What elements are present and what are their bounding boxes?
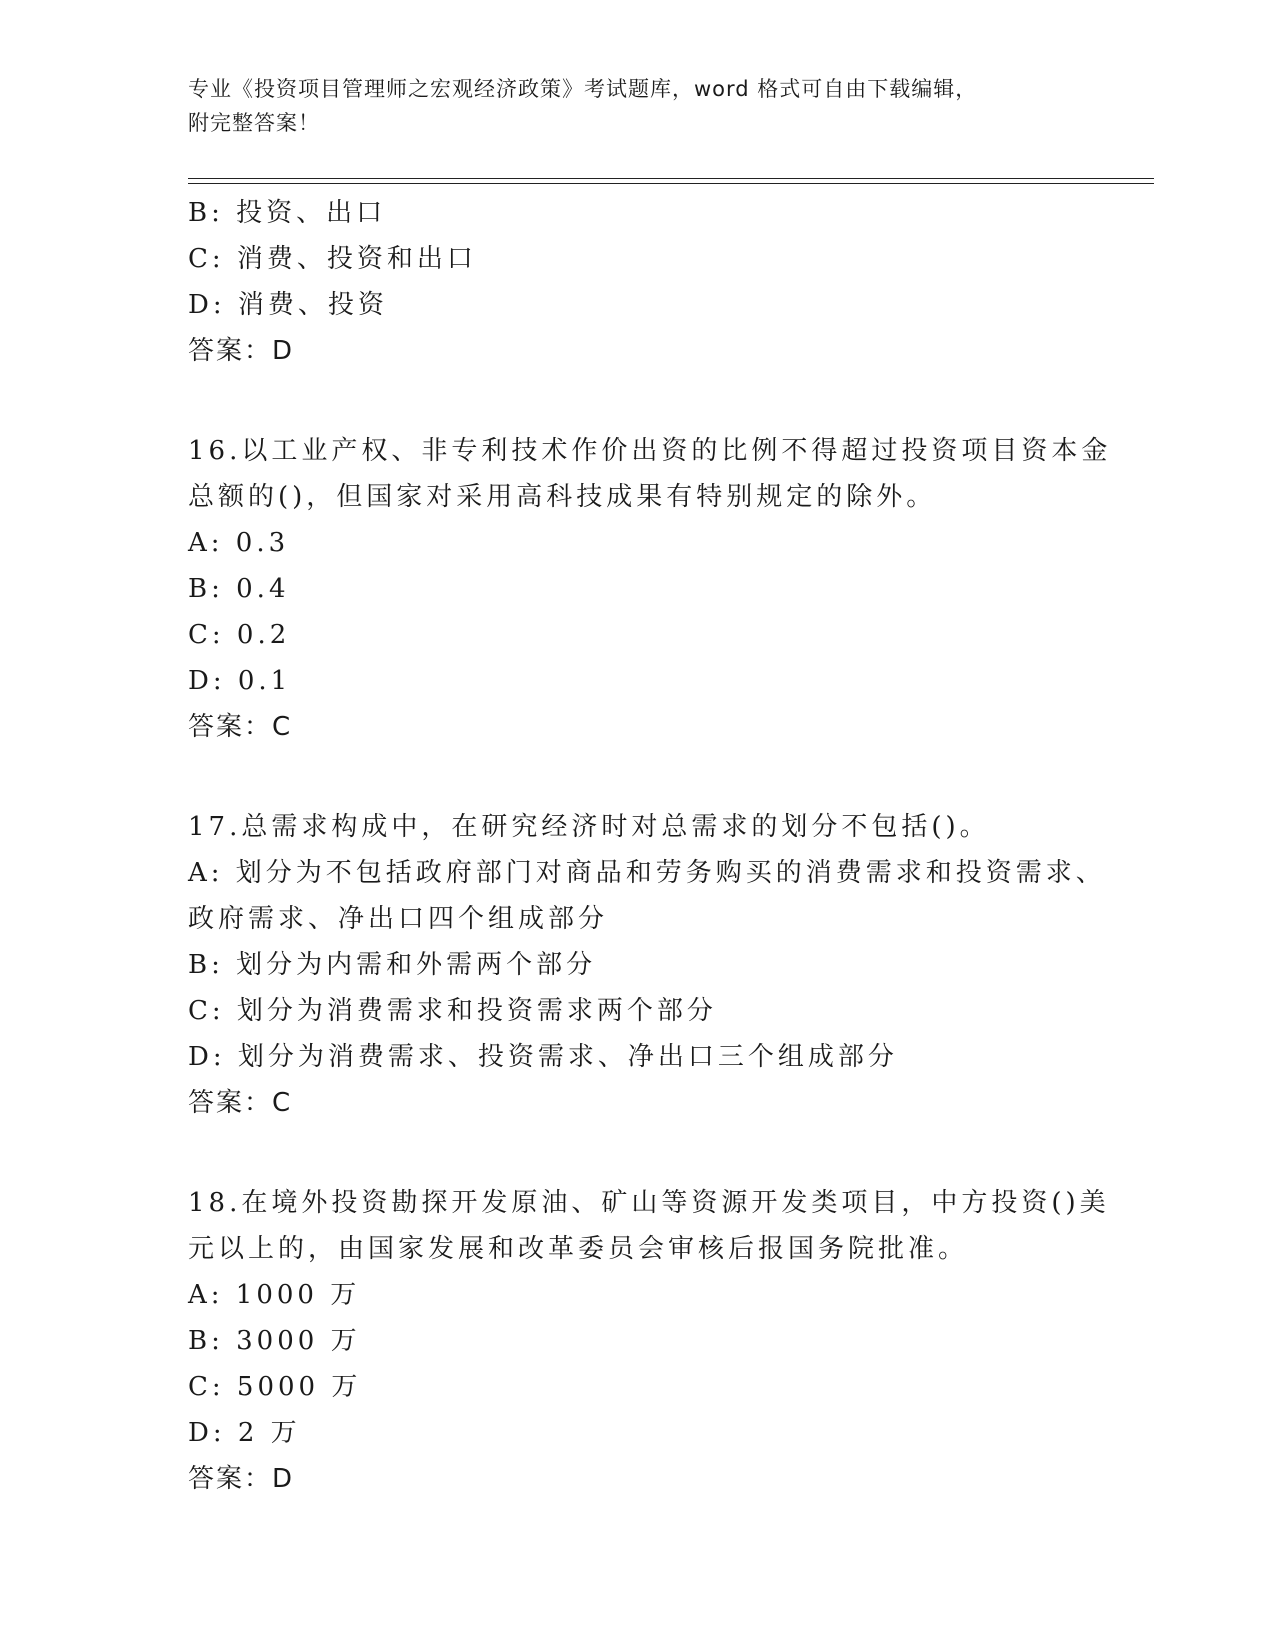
answer-line: 答案：D: [188, 1464, 295, 1494]
option-d: D: 0.1: [188, 666, 292, 696]
option-d: D: 消费、投资: [188, 290, 388, 320]
header-line-2: 附完整答案！: [188, 111, 320, 135]
option-a: A: 0.3: [188, 528, 290, 558]
option-a-continued: 政府需求、净出口四个组成部分: [188, 904, 609, 934]
header-divider-bottom: [188, 183, 1154, 184]
option-d: D: 2 万: [188, 1418, 301, 1448]
option-c: C: 5000 万: [188, 1372, 362, 1402]
answer-line: 答案：D: [188, 336, 295, 366]
question-block-17: [188, 804, 1106, 1126]
option-a: A: 划分为不包括政府部门对商品和劳务购买的消费需求和投资需求、: [188, 858, 1106, 888]
question-block-16: [188, 428, 1112, 750]
header-divider-top: [188, 178, 1154, 179]
option-b: B: 划分为内需和外需两个部分: [188, 950, 597, 980]
option-a: A: 1000 万: [188, 1280, 361, 1310]
option-d: D: 划分为消费需求、投资需求、净出口三个组成部分: [188, 1042, 898, 1072]
question-stem-line: 17.总需求构成中，在研究经济时对总需求的划分不包括()。: [188, 812, 990, 842]
question-stem-line: 16.以工业产权、非专利技术作价出资的比例不得超过投资项目资本金: [188, 436, 1112, 466]
question-block-prev: [188, 190, 1088, 374]
option-c: C: 划分为消费需求和投资需求两个部分: [188, 996, 717, 1026]
question-block-18: [188, 1180, 1110, 1502]
document-header: [188, 72, 1088, 140]
answer-line: 答案：C: [188, 1088, 293, 1118]
question-stem-line: 18.在境外投资勘探开发原油、矿山等资源开发类项目，中方投资()美: [188, 1188, 1110, 1218]
option-c: C: 消费、投资和出口: [188, 244, 477, 274]
answer-line: 答案：C: [188, 712, 293, 742]
header-line-1: 专业《投资项目管理师之宏观经济政策》考试题库，word 格式可自由下载编辑，: [188, 77, 978, 101]
question-list: [188, 190, 1112, 1502]
option-b: B: 投资、出口: [188, 198, 387, 228]
option-b: B: 3000 万: [188, 1326, 361, 1356]
question-stem-line: 总额的()，但国家对采用高科技成果有特别规定的除外。: [188, 482, 937, 512]
option-b: B: 0.4: [188, 574, 290, 604]
option-c: C: 0.2: [188, 620, 291, 650]
question-stem-line: 元以上的，由国家发展和改革委员会审核后报国务院批准。: [188, 1234, 969, 1264]
